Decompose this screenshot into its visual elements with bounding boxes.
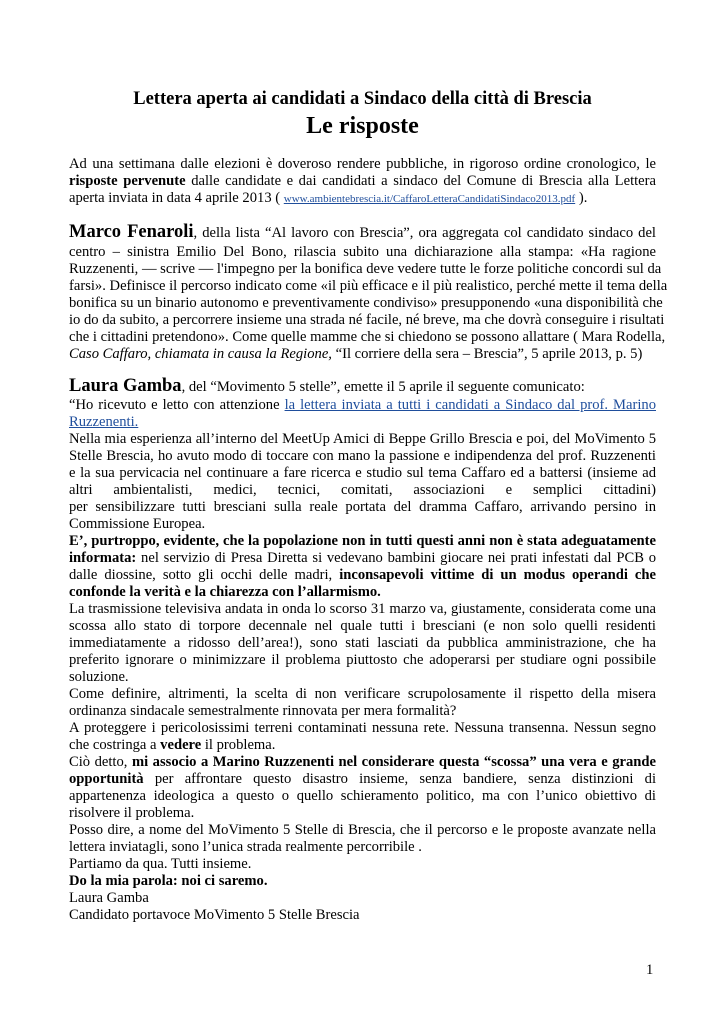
candidate-name: Laura Gamba: [69, 376, 182, 396]
paragraph-line: [69, 397, 656, 414]
paragraph-line: bonifica su un binario autonomo e preventivamente condiviso» presupponendo «una disponibilità che: [69, 295, 663, 311]
paragraph-line: [69, 771, 656, 788]
text: aperta inviata in data 4 aprile 2013 (: [69, 190, 284, 206]
signature-name: Laura Gamba: [69, 890, 149, 906]
bold-text: risposte pervenute: [69, 173, 186, 189]
paragraph-line: La trasmissione televisiva andata in onda lo scorso 31 marzo va, giustamente, considerata come una: [69, 601, 656, 617]
paragraph-line: scossa allo stato di torpore decennale nel quale tutti i bresciani (e non solo quelli residenti: [69, 618, 656, 634]
paragraph-line: centro – sinistra Emilio Del Bono, rilascia subito una dichiarazione alla stampa: «Ha ragione: [69, 244, 656, 260]
document-title: Lettera aperta ai candidati a Sindaco della città di Brescia: [133, 89, 592, 109]
text: “Ho ricevuto e letto con attenzione: [69, 397, 285, 413]
paragraph-line: che i cittadini pretendono». Come quelle mamme che si chiedono se possono allattare ( Mara Rodella,: [69, 329, 666, 345]
paragraph-line: farsi». Definisce il percorso indicato come «il più efficace e il più realistico, perché mette il tema della: [69, 278, 668, 294]
paragraph-line: per sensibilizzare tutti bresciani sulla reale portata del dramma Caffaro, arrivando persino in: [69, 499, 656, 515]
paragraph-line: [69, 346, 656, 363]
paragraph-line: soluzione.: [69, 669, 129, 685]
bold-text: E’, purtroppo, evidente, che la popolazione non in tutti questi anni non è stata adeguatamente: [69, 533, 656, 549]
text: nel servizio di Presa Diretta si vedevano bambini giocare nei prati infestati dal PCB o: [136, 550, 656, 566]
text: per affrontare questo disastro insieme, senza bandiere, senza distinzioni di: [143, 771, 656, 787]
bold-text: inconsapevoli vittime di un modus operandi che: [339, 567, 657, 583]
intro-line: Ad una settimana dalle elezioni è doveroso rendere pubbliche, in rigoroso ordine cronologico, le: [69, 156, 656, 172]
paragraph-line: [69, 567, 656, 584]
text: che costringa a: [69, 737, 161, 753]
italic-text: Caso Caffaro, chiamata in causa la Regione,: [69, 346, 332, 362]
paragraph-line: Come definire, altrimenti, la scelta di non verificare scrupolosamente il rispetto della misera: [69, 686, 656, 702]
paragraph-line: altri ambientalisti, medici, tecnici, comitati, associazioni e semplici cittadini): [69, 482, 656, 498]
paragraph-line: io do da subito, a percorrere insieme una strada né facile, né breve, ma che dovrà conseguire i risultati: [69, 312, 665, 328]
page-number: 1: [646, 962, 654, 978]
paragraph-line: Stelle Brescia, ho avuto modo di toccare con mano la passione e indipendenza del prof. Ruzzenenti: [69, 448, 656, 464]
bold-text: Do la mia parola: noi ci saremo.: [69, 873, 268, 889]
paragraph-line: [69, 533, 656, 550]
paragraph-line: e la sua pervicacia nel continuare a fare ricerca e studio sul tema Caffaro ed a battersi (insieme ad: [69, 465, 656, 481]
bold-text: mi associo a Marino Ruzzenenti nel considerare questa “scossa” una vera e grande: [131, 754, 656, 770]
paragraph-line: risolvere il problema.: [69, 805, 195, 821]
signature-role: Candidato portavoce MoVimento 5 Stelle Brescia: [69, 907, 360, 923]
text: dalle diossine, sotto gli occhi delle madri,: [69, 567, 340, 583]
bold-text: informata:: [69, 550, 137, 566]
bold-text: opportunità: [69, 771, 144, 787]
paragraph-line: appartenenza ideologica a questo o quello schieramento politico, ma con l’unico obiettivo di: [69, 788, 656, 804]
paragraph-line: [69, 873, 656, 890]
paragraph-line: [69, 224, 656, 242]
text: dalle candidate e dai candidati a sindaco del Comune di Brescia alla Lettera: [185, 173, 656, 189]
paragraph-line: [69, 378, 656, 396]
paragraph-line: A proteggere i pericolosissimi terreni contaminati nessuna rete. Nessuna transenna. Nessun segno: [69, 720, 656, 736]
paragraph-line: Posso dire, a nome del MoVimento 5 Stelle di Brescia, che il percorso e le proposte avanzate nella: [69, 822, 656, 838]
candidate-name: Marco Fenaroli: [69, 222, 194, 242]
paragraph-line: [69, 754, 656, 771]
text: Ciò detto,: [69, 754, 132, 770]
text: ).: [575, 190, 588, 206]
paragraph-line: [69, 584, 656, 601]
paragraph-line: [69, 550, 656, 567]
source-link[interactable]: www.ambientebrescia.it/CaffaroLetteraCandidatiSindaco2013.pdf: [283, 193, 576, 205]
paragraph-line: Partiamo da qua. Tutti insieme.: [69, 856, 252, 872]
paragraph-line: Nella mia esperienza all’interno del MeetUp Amici di Beppe Grillo Brescia e poi, del MoVimento 5: [69, 431, 656, 447]
intro-line: [69, 173, 656, 190]
intro-line: [69, 190, 656, 208]
bold-text: vedere: [160, 737, 202, 753]
paragraph-line: Ruzzenenti, — scrive — l'impegno per la bonifica deve vedere tutte le forze politiche concordi sul da: [69, 261, 662, 277]
paragraph-line: preferito ignorare o minimizzare il problema piuttosto che adoperarsi per studiare ogni possibile: [69, 652, 656, 668]
paragraph-line: [69, 737, 656, 754]
paragraph-line: ordinanza sindacale semestralmente rinnovata per mera formalità?: [69, 703, 457, 719]
text: “Il corriere della sera – Brescia”, 5 aprile 2013, p. 5): [331, 346, 643, 362]
text: , della lista “Al lavoro con Brescia”, ora aggregata col candidato sindaco del: [193, 225, 656, 241]
text: il problema.: [201, 737, 276, 753]
paragraph-line: [69, 414, 656, 431]
letter-link[interactable]: la lettera inviata a tutti i candidati a Sindaco dal prof. Marino: [284, 397, 656, 413]
document-subtitle: Le risposte: [306, 113, 419, 139]
paragraph-line: immediatamente a ridosso dell’area!), sono stati lasciati da pubblica amministrazione, che ha: [69, 635, 656, 651]
text: , del “Movimento 5 stelle”, emette il 5 aprile il seguente comunicato:: [181, 379, 585, 395]
paragraph-line: Commissione Europea.: [69, 516, 206, 532]
bold-text: confonde la verità e la chiarezza con l’allarmismo.: [69, 584, 381, 600]
paragraph-line: lettera inviatagli, sono l’unica strada realmente percorribile .: [69, 839, 422, 855]
letter-link[interactable]: Ruzzenenti.: [69, 414, 139, 430]
